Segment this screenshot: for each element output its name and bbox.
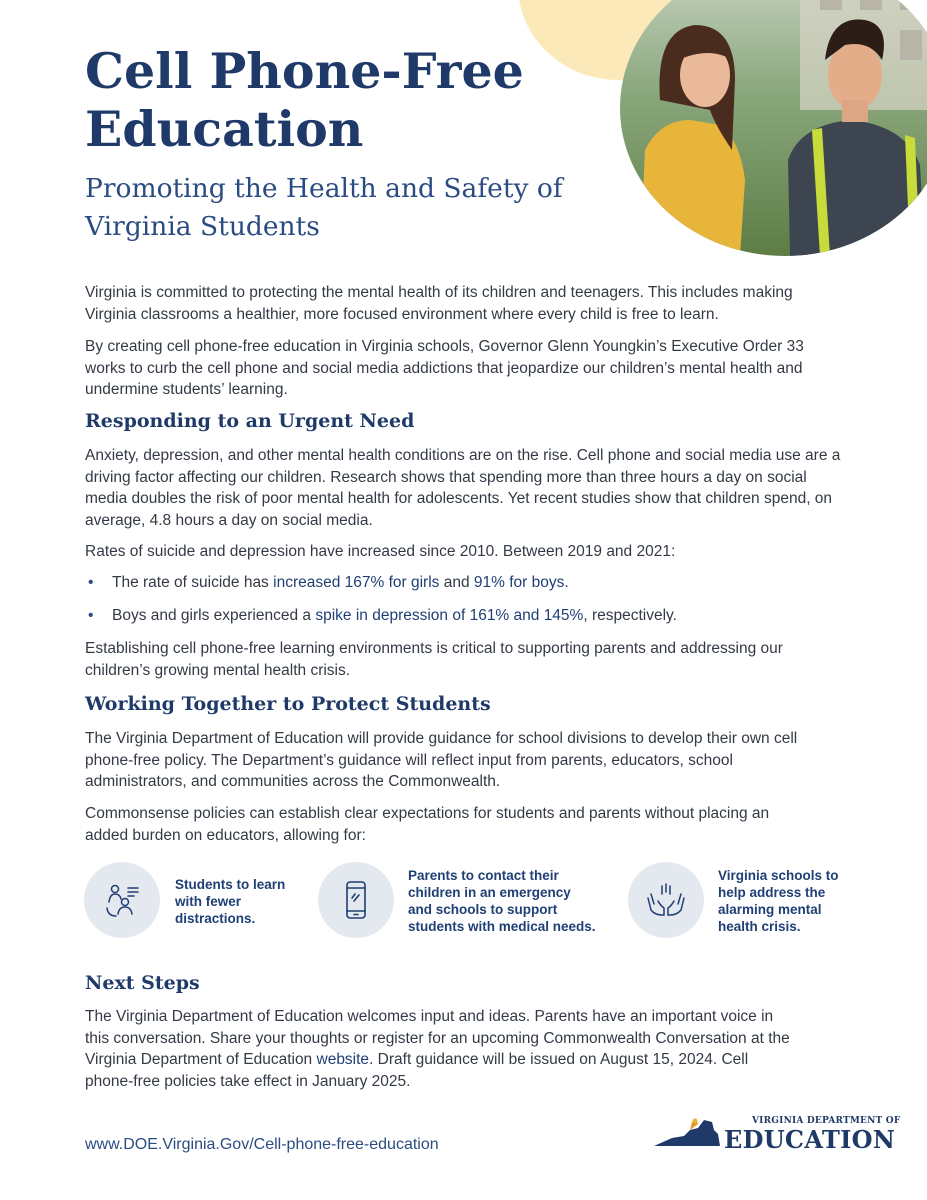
working-together-paragraph-1: The Virginia Department of Education will provide guidance for school divisions to develop their own cell phone-free policy. The Department’s guidance will reflect input from parents, educators, school administrators, and communities across the Commonwealth. [85,730,798,790]
working-together-paragraph-2: Commonsense policies can establish clear expectations for students and parents without placing an added burden on educators, allowing for: [85,805,770,844]
bullet-text: The rate of suicide has [112,574,274,591]
virginia-state-icon [652,1116,722,1148]
list-item [85,605,845,626]
hero-photo [620,0,927,256]
phone-icon [336,880,376,920]
footer-url-link[interactable]: www.DOE.Virginia.Gov/Cell-phone-free-education [85,1136,439,1153]
feature-label-schools: Virginia schools to help address the alarming mental health crisis. [718,868,839,934]
section-heading-next-steps: Next Steps [85,972,200,994]
logo-text-top: VIRGINIA DEPARTMENT OF [752,1116,901,1126]
stat-highlight: increased 167% for girls [273,574,440,591]
statistics-list [85,572,845,638]
urgent-need-paragraph-1: Anxiety, depression, and other mental health conditions are on the rise. Cell phone and social media use are a driving factor affecting our children. Research shows that spending more than three hours a day on social media doubles the risk of poor mental health for adolescents. Yet recent studies show that children spend, on average, 4.8 hours a day on social media. [85,447,841,529]
bullet-text: . [564,574,569,591]
feature-label-students: Students to learn with fewer distractions. [175,877,286,926]
helping-hands-icon [646,880,686,920]
page-title: Cell Phone-Free Education [85,42,524,158]
students-icon [102,880,142,920]
section-heading-urgent-need: Responding to an Urgent Need [85,410,415,432]
intro-paragraph-2: By creating cell phone-free education in Virginia schools, Governor Glenn Youngkin’s Executive Order 33 works to curb the cell phone and social media addictions that jeopardize our children’s mental health and undermine students’ learning. [85,338,804,398]
bullet-text: Boys and girls experienced a [112,607,316,624]
next-steps-text: . Draft guidance will be issued on August 15, 2024. Cell phone-free policies take effect in January 2025. [85,1051,749,1090]
feature-icon-circle-hands [628,862,704,938]
feature-label-parents: Parents to contact their children in an emergency and schools to support students with medical needs. [408,868,596,934]
page-subtitle: Promoting the Health and Safety of Virginia Students [85,173,563,242]
urgent-need-paragraph-2: Rates of suicide and depression have increased since 2010. Between 2019 and 2021: [85,543,676,560]
feature-icon-circle-phone [318,862,394,938]
section-heading-working-together: Working Together to Protect Students [85,693,491,715]
intro-paragraph-1: Virginia is committed to protecting the mental health of its children and teenagers. This includes making Virginia classrooms a healthier, more focused environment where every child is free to learn. [85,284,793,323]
stat-highlight: spike in depression of 161% and 145% [315,607,584,624]
next-steps-paragraph [85,1006,797,1092]
logo-text-main: EDUCATION [724,1125,896,1154]
bullet-text: and [439,574,474,591]
feature-icon-circle-students [84,862,160,938]
website-link[interactable]: website [316,1051,370,1068]
urgent-need-paragraph-3: Establishing cell phone-free learning environments is critical to supporting parents and addressing our children’s growing mental health crisis. [85,640,783,679]
next-steps-text: The Virginia Department of Education welcomes input and ideas. Parents have an important voice in this conversation. Share your thoughts or register for an upcoming Commonwealth Conversation at the Virginia Department of Education [85,1008,790,1068]
list-item [85,572,845,593]
stat-highlight: 91% for boys [473,574,565,591]
bullet-icon: • [88,607,94,624]
vdoe-logo [652,1112,901,1154]
bullet-icon: • [88,574,94,591]
bullet-text: , respectively. [583,607,677,624]
